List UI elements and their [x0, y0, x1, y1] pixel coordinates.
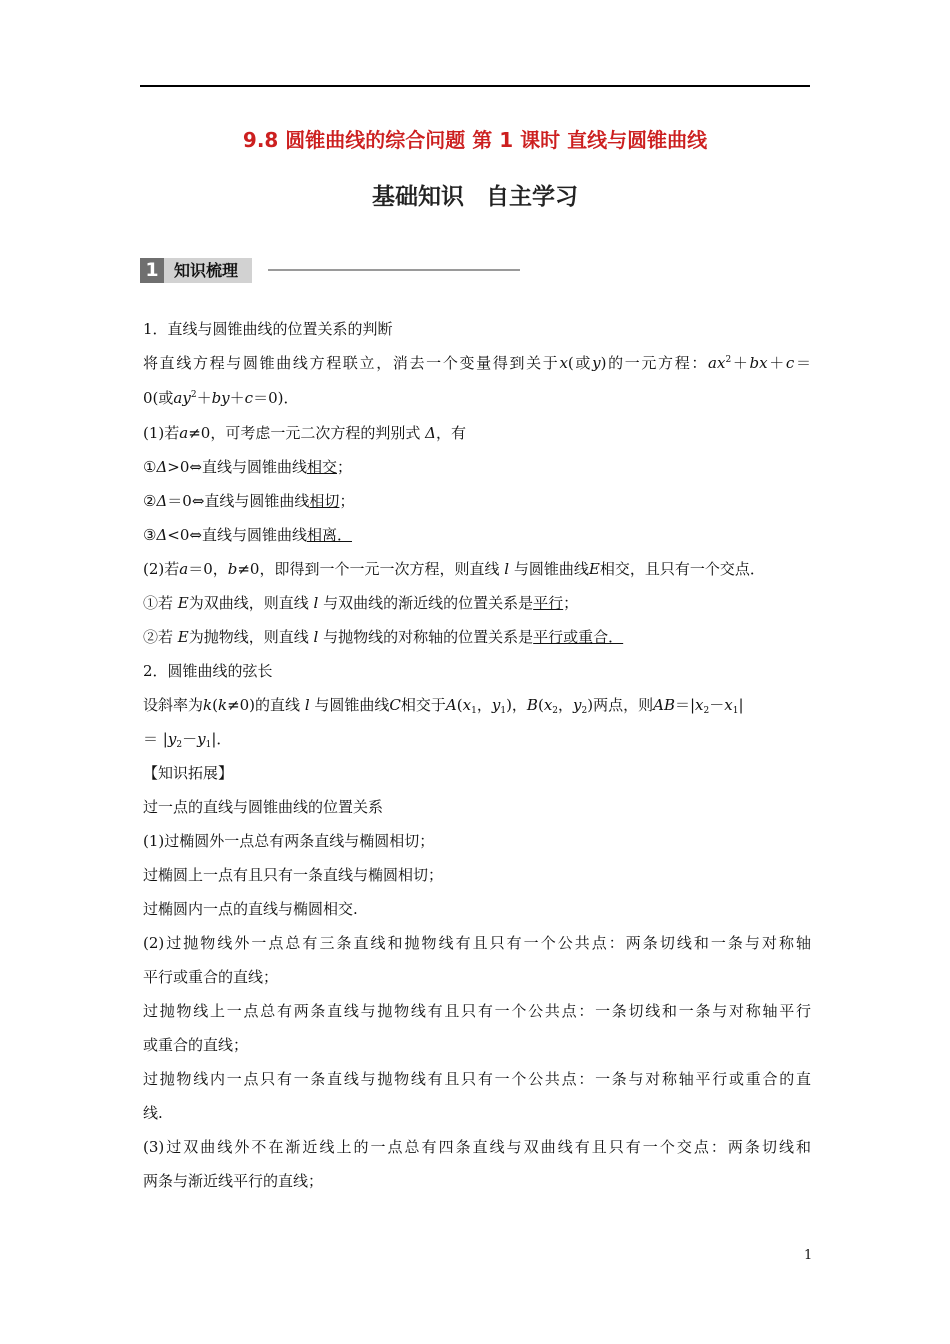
list-item: ②若 E为抛物线，则直线 l 与抛物线的对称轴的位置关系是平行或重合． — [143, 628, 624, 646]
paragraph-line: 过椭圆内一点的直线与椭圆相交. — [143, 900, 358, 918]
paragraph-line: (2)过抛物线外一点总有三条直线和抛物线有且只有一个公共点：两条切线和一条与对称轴 — [143, 934, 811, 952]
section-divider — [268, 269, 520, 271]
paragraph-line: 将直线方程与圆锥曲线方程联立，消去一个变量得到关于x(或y)的一元方程：$ax^2+bx+c=$ — [143, 354, 811, 372]
section-number: 1 — [140, 258, 164, 283]
paragraph-line: 过抛物线内一点只有一条直线与抛物线有且只有一个公共点：一条与对称轴平行或重合的直 — [143, 1070, 811, 1088]
paragraph-line: 平行或重合的直线； — [143, 968, 279, 986]
paragraph-line: 0(或$ay^2+by+c=0$)． — [143, 389, 299, 407]
heading-chord-length: 2．圆锥曲线的弦长 — [143, 662, 273, 680]
paragraph-line: 过抛物线上一点总有两条直线与抛物线有且只有一个公共点：一条切线和一条与对称轴平行 — [143, 1002, 811, 1020]
heading-position-relation: 1．直线与圆锥曲线的位置关系的判断 — [143, 320, 393, 338]
paragraph-line: (1)若a≠0，可考虑一元二次方程的判别式 Δ，有 — [143, 424, 466, 442]
page-number: 1 — [804, 1248, 813, 1263]
paragraph-line: (3)过双曲线外不在渐近线上的一点总有四条直线与双曲线有且只有一个交点：两条切线和 — [143, 1138, 811, 1156]
list-item: ②Δ＝0⇔直线与圆锥曲线相切； — [143, 492, 355, 510]
paragraph-line: 或重合的直线； — [143, 1036, 249, 1054]
paragraph-line: 设斜率为k(k≠0)的直线 l 与圆锥曲线C相交于$A(x_1$，$y_1$)，$B(x_2$，$y_2$)两点，则$AB=|x_2-x_1|$ — [143, 696, 744, 716]
document-subtitle: 基础知识 自主学习 — [371, 184, 578, 210]
paragraph-line: 两条与渐近线平行的直线； — [143, 1172, 324, 1190]
document-title: 9.8 圆锥曲线的综合问题 第 1 课时 直线与圆锥曲线 — [242, 128, 708, 152]
list-item: ①若 E为双曲线，则直线 l 与双曲线的渐近线的位置关系是平行； — [143, 594, 579, 612]
paragraph-line: 过椭圆上一点有且只有一条直线与椭圆相切； — [143, 866, 444, 884]
section-header — [140, 258, 520, 283]
list-item: ①Δ>0⇔直线与圆锥曲线相交； — [143, 458, 353, 476]
paragraph-line: 线. — [143, 1104, 163, 1122]
paragraph-line: ＝ $|y_2-y_1|$． — [143, 730, 232, 750]
paragraph-line: (2)若a＝0，b≠0，即得到一个一元一次方程，则直线 l 与圆锥曲线E相交，且只有一个交点． — [143, 560, 765, 578]
knowledge-extension-heading: 【知识拓展】 — [143, 764, 234, 782]
top-rule — [140, 85, 810, 87]
list-item: ③Δ<0⇔直线与圆锥曲线相离． — [143, 526, 352, 544]
section-label: 知识梳理 — [164, 258, 252, 283]
paragraph-line: (1)过椭圆外一点总有两条直线与椭圆相切； — [143, 832, 435, 850]
paragraph-line: 过一点的直线与圆锥曲线的位置关系 — [143, 798, 384, 816]
